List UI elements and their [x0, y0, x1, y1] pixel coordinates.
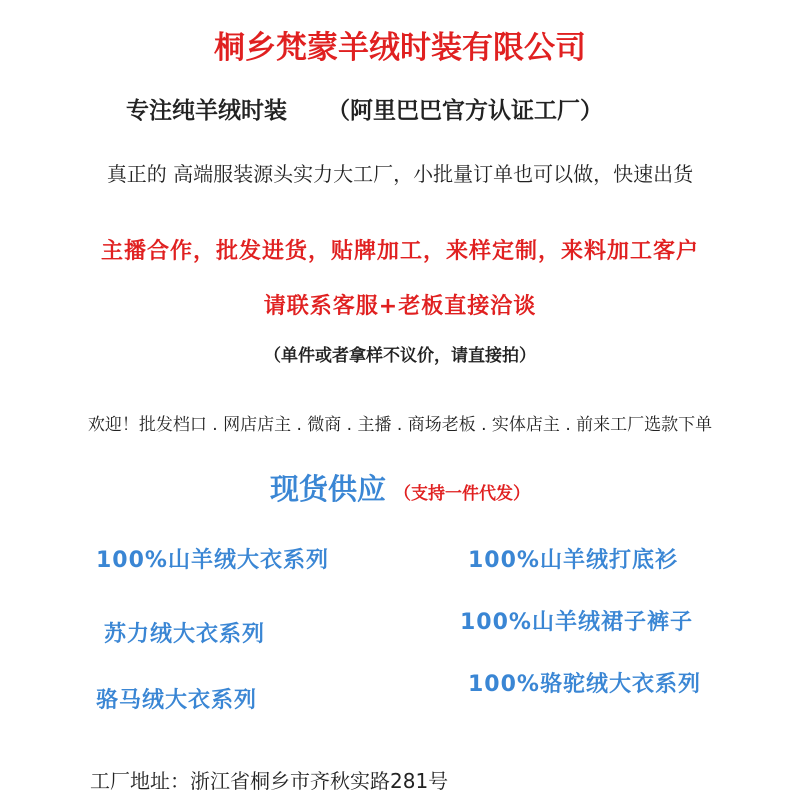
factory-description: 真正的 高端服装源头实力大工厂，小批量订单也可以做，快速出货: [106, 162, 694, 186]
cooperation-services: 主播合作，批发进货，贴牌加工，来样定制，来料加工客户: [100, 239, 699, 264]
company-name: 桐乡梵蒙羊绒时装有限公司: [214, 30, 586, 66]
pricing-note: （单件或者拿样不议价，请直接拍）: [264, 346, 536, 366]
product-item: 100%骆驼绒大衣系列: [468, 672, 701, 697]
contact-prompt: 请联系客服+老板直接洽谈: [263, 294, 537, 319]
stock-heading: [0, 467, 800, 508]
stock-title: 现货供应: [269, 472, 386, 506]
factory-address: 工厂地址：浙江省桐乡市齐秋实路281号: [90, 769, 449, 793]
product-item: 骆马绒大衣系列: [96, 688, 258, 713]
certification-note: （阿里巴巴官方认证工厂）: [327, 98, 603, 124]
welcome-line: 欢迎！批发档口 . 网店店主 . 微商 . 主播 . 商场老板 . 实体店主 . 前来工厂选款下单: [87, 415, 713, 435]
product-item: 100%山羊绒打底衫: [468, 548, 678, 573]
focus-line: [126, 92, 603, 125]
focus-main: 专注纯羊绒时装: [126, 98, 287, 124]
product-item: 100%山羊绒裙子裤子: [460, 610, 693, 635]
stock-subtitle: （支持一件代发）: [394, 484, 530, 504]
product-item: 苏力绒大衣系列: [104, 622, 266, 647]
product-item: 100%山羊绒大衣系列: [96, 548, 329, 573]
